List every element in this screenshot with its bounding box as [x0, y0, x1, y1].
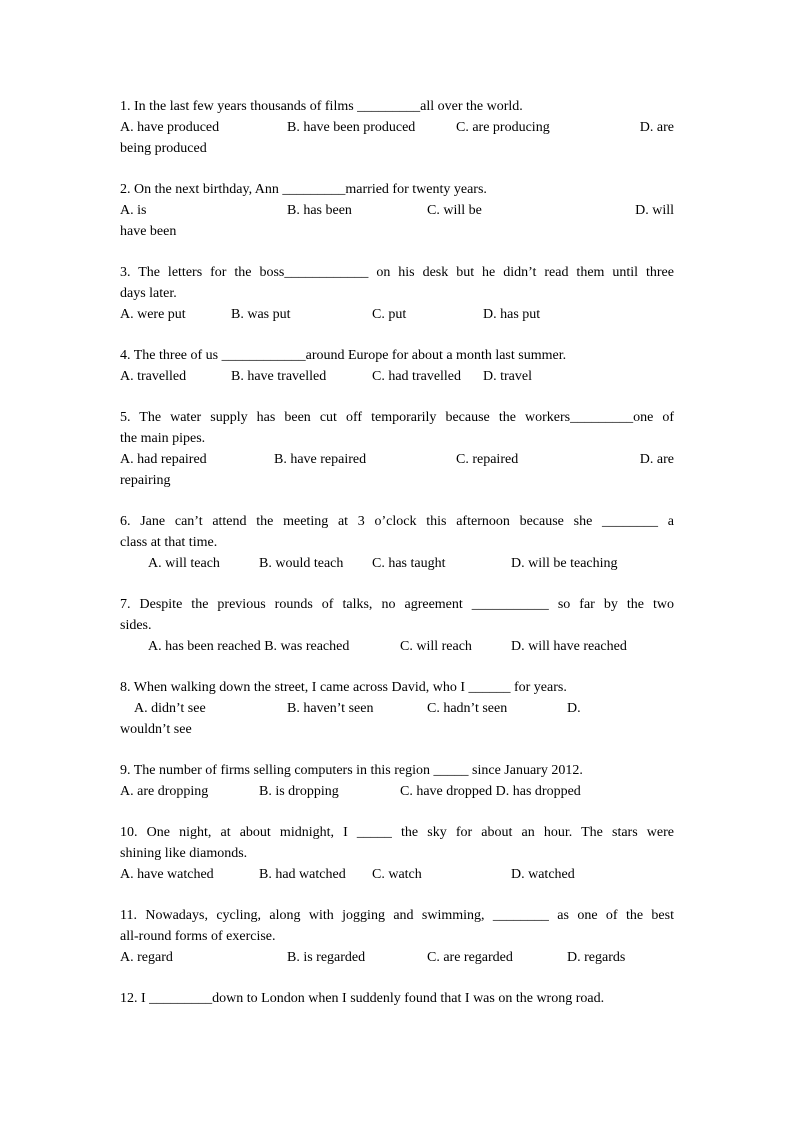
option-b: B. would teach — [259, 556, 344, 571]
option-a-b: A. has been reached B. was reached — [148, 639, 350, 654]
option-a: A. had repaired — [120, 452, 207, 467]
option-a: A. will teach — [148, 556, 220, 571]
option-c-d: C. have dropped D. has dropped — [400, 784, 581, 799]
option-c: C. will reach — [400, 639, 472, 654]
option-b: B. have been produced — [287, 120, 416, 135]
options-row — [120, 200, 674, 221]
question-9 — [120, 760, 674, 802]
question-stem-cont: class at that time. — [120, 535, 218, 550]
option-continuation: repairing — [120, 473, 171, 488]
option-d: D. will have reached — [511, 639, 627, 654]
question-stem: 4. The three of us ____________around Europe for about a month last summer. — [120, 348, 567, 363]
option-b: B. is regarded — [287, 950, 366, 965]
question-stem: 11. Nowadays, cycling, along with jogging and swimming, ________ as one of the best — [120, 908, 674, 923]
option-c: C. has taught — [372, 556, 446, 571]
question-5 — [120, 407, 674, 491]
option-a: A. travelled — [120, 369, 187, 384]
option-a: A. regard — [120, 950, 173, 965]
option-a: A. have watched — [120, 867, 214, 882]
question-stem: 3. The letters for the boss____________ on his desk but he didn’t read them until three — [120, 265, 674, 280]
option-b: B. has been — [287, 203, 352, 218]
question-2 — [120, 179, 674, 242]
question-stem: 10. One night, at about midnight, I _____ the sky for about an hour. The stars were — [120, 825, 674, 840]
option-d: D. will — [635, 203, 674, 218]
option-b: B. haven’t seen — [287, 701, 374, 716]
question-12 — [120, 988, 674, 1009]
option-a: A. are dropping — [120, 784, 209, 799]
question-stem-cont: days later. — [120, 286, 177, 301]
options-row — [120, 366, 674, 387]
option-d: D. regards — [567, 950, 626, 965]
option-c: C. put — [372, 307, 407, 322]
question-list — [120, 96, 674, 1029]
options-row — [120, 304, 674, 325]
option-c: C. repaired — [456, 452, 519, 467]
option-d: D. has put — [483, 307, 541, 322]
question-8 — [120, 677, 674, 740]
options-row — [120, 117, 674, 138]
question-10 — [120, 822, 674, 885]
question-11 — [120, 905, 674, 968]
option-c: C. will be — [427, 203, 482, 218]
option-d: D. watched — [511, 867, 575, 882]
question-4 — [120, 345, 674, 387]
option-a: A. is — [120, 203, 147, 218]
option-d: D. are — [639, 120, 674, 135]
option-c: C. watch — [372, 867, 422, 882]
question-stem: 7. Despite the previous rounds of talks, no agreement ___________ so far by the two — [120, 597, 674, 612]
options-row — [120, 553, 674, 574]
question-3 — [120, 262, 674, 325]
option-c: C. are producing — [456, 120, 550, 135]
question-stem: 9. The number of firms selling computers in this region _____ since January 2012. — [120, 763, 583, 778]
question-stem: 2. On the next birthday, Ann _________married for twenty years. — [120, 182, 487, 197]
option-a: A. have produced — [120, 120, 220, 135]
option-b: B. is dropping — [259, 784, 339, 799]
option-b: B. was put — [231, 307, 291, 322]
option-d: D. will be teaching — [511, 556, 618, 571]
option-d: D. travel — [483, 369, 532, 384]
question-stem-cont: the main pipes. — [120, 431, 206, 446]
question-stem: 6. Jane can’t attend the meeting at 3 o’clock this afternoon because she ________ a — [120, 514, 674, 529]
options-row — [120, 636, 674, 657]
question-stem: 8. When walking down the street, I came across David, who I ______ for years. — [120, 680, 567, 695]
question-stem-cont: shining like diamonds. — [120, 846, 248, 861]
option-b: B. have travelled — [231, 369, 327, 384]
option-c: C. had travelled — [372, 369, 462, 384]
question-stem-cont: sides. — [120, 618, 152, 633]
options-row — [120, 449, 674, 470]
question-6 — [120, 511, 674, 574]
option-c: C. are regarded — [427, 950, 513, 965]
question-stem: 5. The water supply has been cut off temporarily because the workers_________one of — [120, 410, 674, 425]
question-1 — [120, 96, 674, 159]
option-continuation: wouldn’t see — [120, 722, 192, 737]
option-b: B. had watched — [259, 867, 346, 882]
option-continuation: being produced — [120, 141, 207, 156]
option-a: A. didn’t see — [134, 701, 206, 716]
options-row — [120, 947, 674, 968]
question-stem: 1. In the last few years thousands of films _________all over the world. — [120, 99, 523, 114]
options-row — [120, 864, 674, 885]
options-row — [120, 698, 674, 719]
option-c: C. hadn’t seen — [427, 701, 508, 716]
question-stem: 12. I _________down to London when I suddenly found that I was on the wrong road. — [120, 991, 605, 1006]
option-continuation: have been — [120, 224, 177, 239]
question-stem-cont: all-round forms of exercise. — [120, 929, 276, 944]
option-b: B. have repaired — [274, 452, 367, 467]
question-7 — [120, 594, 674, 657]
option-d: D. are — [639, 452, 674, 467]
option-a: A. were put — [120, 307, 186, 322]
options-row — [120, 781, 674, 802]
option-d: D. — [567, 701, 581, 716]
